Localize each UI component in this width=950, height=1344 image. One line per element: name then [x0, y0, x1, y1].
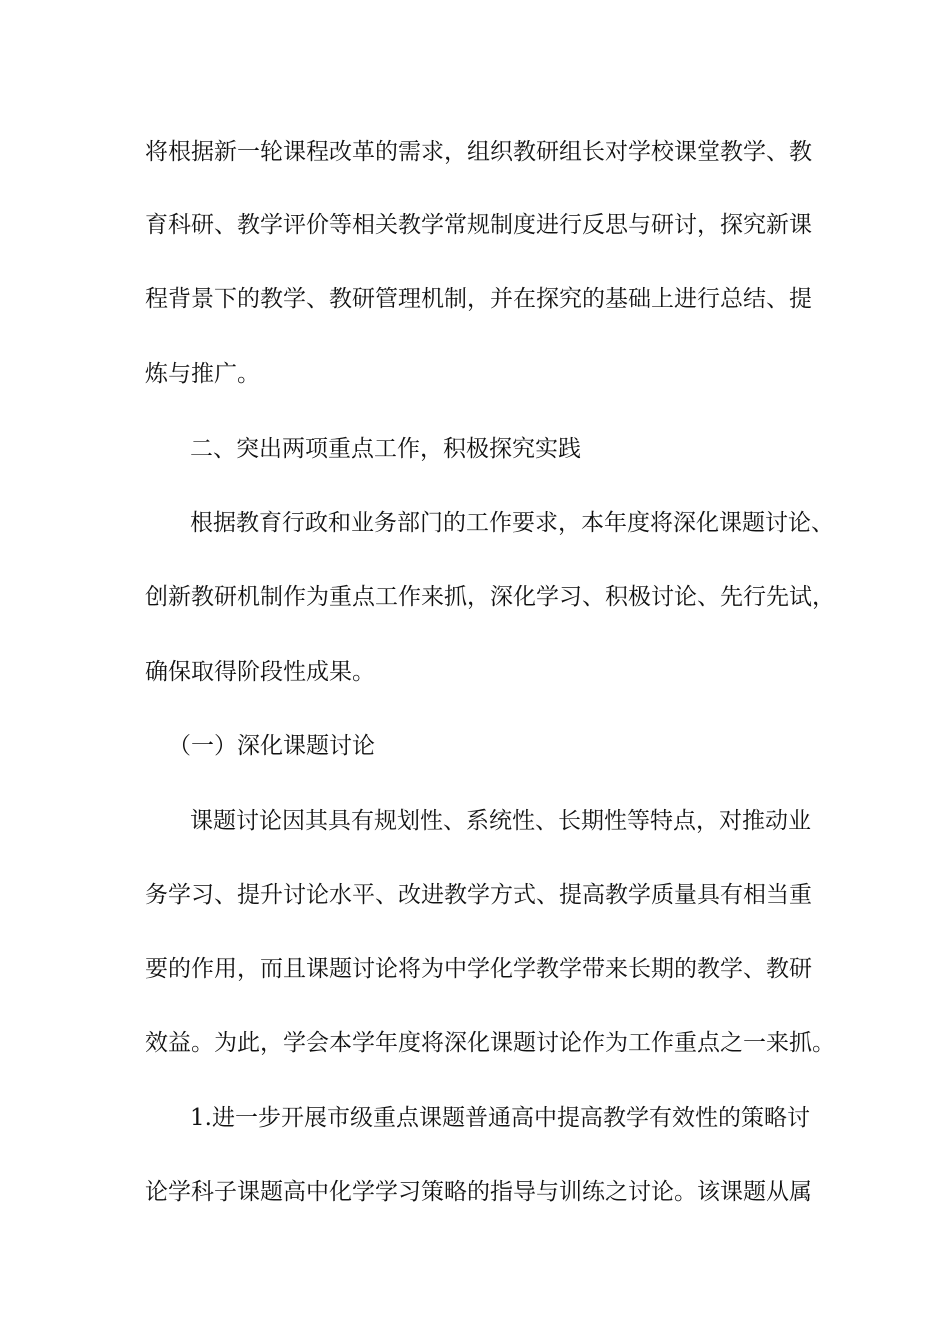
paragraph-line: 务学习、提升讨论水平、改进教学方式、提高教学质量具有相当重 [145, 882, 812, 908]
paragraph-line: 效益。为此，学会本学年度将深化课题讨论作为工作重点之一来抓。 [145, 1030, 835, 1056]
paragraph-line: 程背景下的教学、教研管理机制，并在探究的基础上进行总结、提 [145, 286, 812, 312]
paragraph-line: 1.进一步开展市级重点课题普通高中提高教学有效性的策略讨 [190, 1105, 810, 1131]
paragraph-line: 要的作用，而且课题讨论将为中学化学教学带来长期的教学、教研 [145, 956, 812, 982]
paragraph-line: 炼与推广。 [145, 361, 260, 387]
paragraph-line: 确保取得阶段性成果。 [145, 659, 375, 685]
paragraph-line: 课题讨论因其具有规划性、系统性、长期性等特点，对推动业 [190, 808, 811, 834]
paragraph-line: 创新教研机制作为重点工作来抓，深化学习、积极讨论、先行先试， [145, 584, 835, 610]
paragraph-line: 育科研、教学评价等相关教学常规制度进行反思与研讨，探究新课 [145, 212, 812, 238]
subsection-heading: （一）深化课题讨论 [168, 733, 375, 759]
paragraph-line: 将根据新一轮课程改革的需求，组织教研组长对学校课堂教学、教 [145, 139, 812, 165]
section-heading: 二、突出两项重点工作，积极探究实践 [190, 436, 581, 462]
paragraph-line: 根据教育行政和业务部门的工作要求，本年度将深化课题讨论、 [190, 510, 834, 536]
paragraph-line: 论学科子课题高中化学学习策略的指导与训练之讨论。该课题从属 [145, 1179, 812, 1205]
